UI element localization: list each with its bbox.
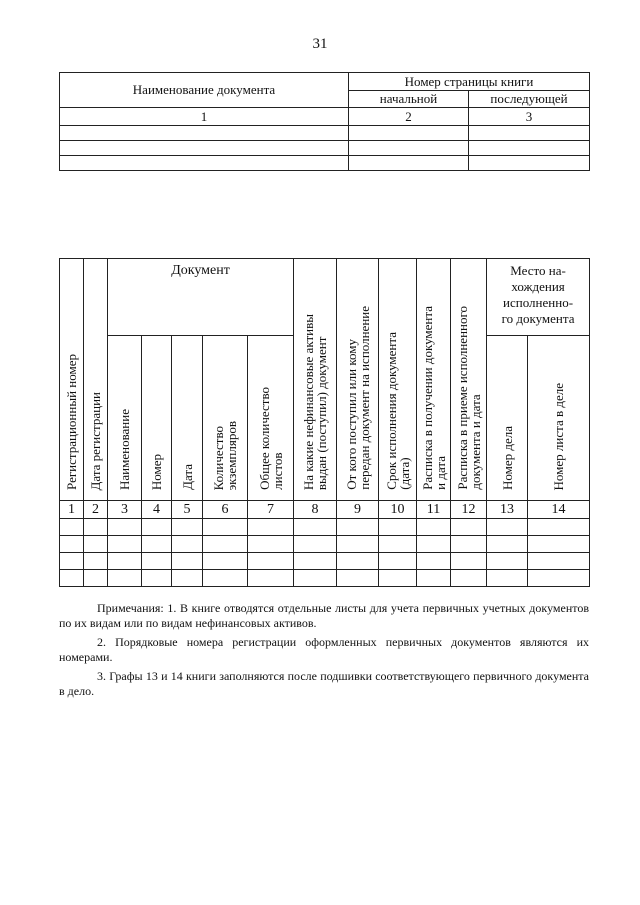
header-from-whom: От кого поступил или кому передан документ на исполнение — [337, 259, 379, 501]
note-1: Примечания: 1. В книге отводятся отдельные листы для учета первичных учетных документов по их видам или по видам нефинансовых активов. — [59, 601, 589, 630]
table-row — [60, 126, 590, 141]
header-accept: Расписка в приеме исполненного документа и дата — [451, 259, 487, 501]
col-number: 9 — [337, 501, 379, 519]
header-receipt: Расписка в получении документа и дата — [417, 259, 451, 501]
header-document-name: Наименование документа — [60, 73, 349, 108]
col-number: 8 — [294, 501, 337, 519]
col-number: 5 — [172, 501, 203, 519]
col-number: 3 — [108, 501, 142, 519]
header-reg-date: Дата регистрации — [84, 259, 108, 501]
header-case-number: Номер дела — [487, 336, 528, 501]
header-initial: начальной — [349, 91, 469, 108]
col-number: 12 — [451, 501, 487, 519]
header-doc-date: Дата — [172, 336, 203, 501]
col-number: 3 — [469, 108, 590, 126]
table-row — [60, 519, 590, 536]
col-number: 13 — [487, 501, 528, 519]
header-document: Документ — [108, 259, 294, 336]
table-row — [60, 141, 590, 156]
registration-table — [59, 258, 590, 587]
col-number: 1 — [60, 108, 349, 126]
header-doc-name: Наименование — [108, 336, 142, 501]
table-row — [60, 570, 590, 587]
page-numbers-table — [59, 72, 590, 171]
table-row — [60, 536, 590, 553]
page-number: 31 — [312, 36, 328, 52]
col-number: 2 — [349, 108, 469, 126]
header-book-page: Номер страницы книги — [349, 73, 590, 91]
col-number: 14 — [528, 501, 590, 519]
col-number: 11 — [417, 501, 451, 519]
header-doc-number: Номер — [142, 336, 172, 501]
col-number: 4 — [142, 501, 172, 519]
header-sheet-number: Номер листа в деле — [528, 336, 590, 501]
header-place: Место на- хождения исполненно- го документа — [487, 259, 590, 336]
header-reg-number: Регистрационный номер — [60, 259, 84, 501]
col-number: 10 — [379, 501, 417, 519]
header-assets: На какие нефинансовые активы выдан (поступил) документ — [294, 259, 337, 501]
header-doc-copies: Количество экземпляров — [203, 336, 248, 501]
col-number: 2 — [84, 501, 108, 519]
col-number: 6 — [203, 501, 248, 519]
col-number: 1 — [60, 501, 84, 519]
note-2: 2. Порядковые номера регистрации оформленных первичных документов являются их номерами. — [59, 635, 589, 664]
note-3: 3. Графы 13 и 14 книги заполняются после подшивки соответствующего первичного документа в дело. — [59, 669, 589, 698]
table-row — [60, 156, 590, 171]
header-doc-sheets: Общее количество листов — [248, 336, 294, 501]
notes — [59, 601, 589, 703]
table-row — [60, 553, 590, 570]
header-deadline: Срок исполнения документа (дата) — [379, 259, 417, 501]
header-next: последующей — [469, 91, 590, 108]
col-number: 7 — [248, 501, 294, 519]
